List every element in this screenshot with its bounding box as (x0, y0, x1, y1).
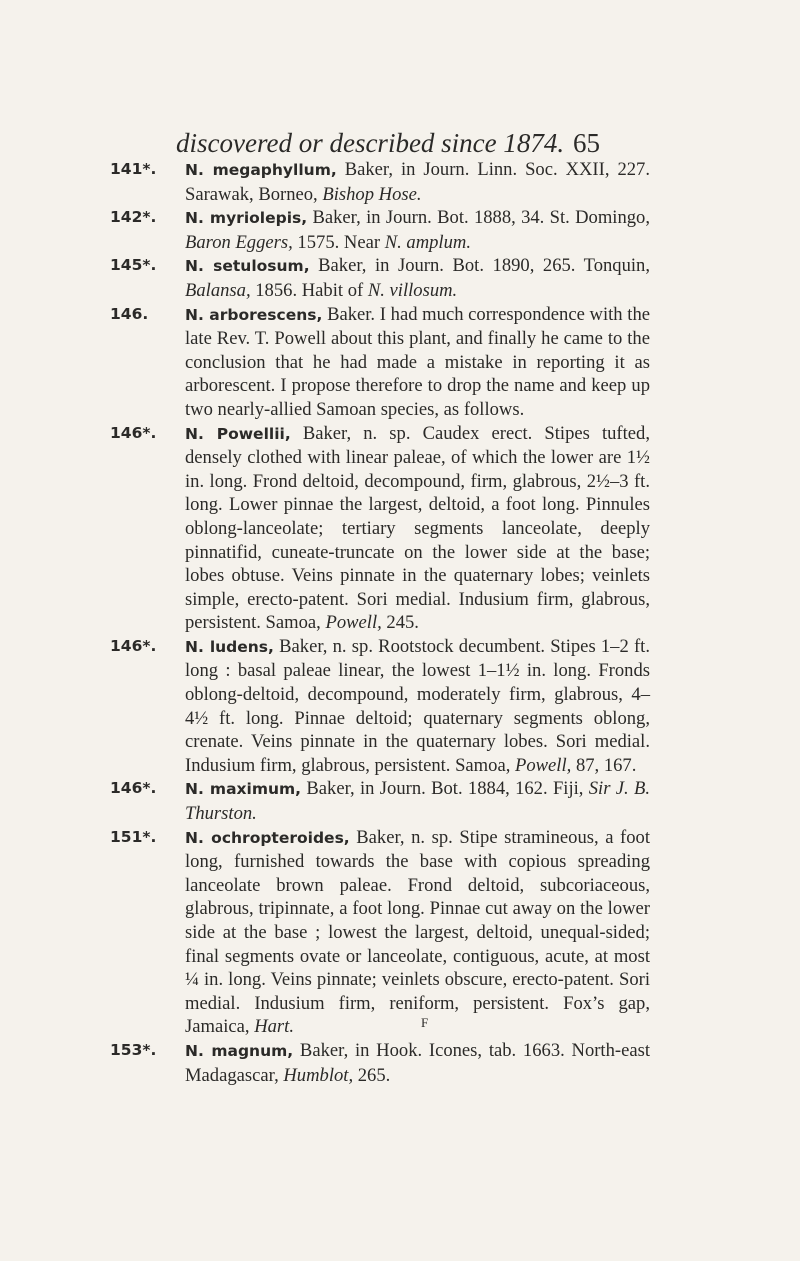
species-name: N. Powellii, (185, 424, 291, 443)
entry-number: 146*. (110, 779, 157, 798)
entry-italic: Humblot, (283, 1064, 354, 1086)
species-entry (110, 303, 650, 422)
entry-text: Baker, n. sp. Caudex erect. Stipes tufted, densely clothed with linear paleae, of which the lower are 1½ in. long. Frond deltoid, decompound, firm, glabrous, 2½–3 ft. long. Lower pinnae the largest, deltoid, a foot long. Pinnules oblong-lanceolate; tertiary segments lanceolate, deeply pinnatifid, cuneate-truncate on the lower side at the base; lobes obtuse. Veins pinnate in the quaternary lobes; veinlets simple, erecto-patent. Sori medial. Indusium firm, glabrous, persistent. Samoa, (185, 422, 650, 634)
species-entry (110, 826, 650, 1039)
entry-number: 146*. (110, 423, 157, 442)
entry-number: 146*. (110, 636, 157, 655)
entry-italic: N. villosum. (367, 279, 458, 301)
species-entry (110, 635, 650, 778)
entry-number: 151*. (110, 827, 157, 846)
entry-text: 87, 167. (571, 754, 637, 776)
entry-italic: Baron Eggers, (185, 231, 293, 253)
entry-text: Baker, in Hook. Icones, tab. 1663. North-east Madagascar, (185, 1039, 650, 1086)
running-header (176, 128, 600, 159)
species-name: N. ludens, (185, 637, 274, 656)
species-entry (110, 422, 650, 635)
entry-text: Baker, in Journ. Bot. 1884, 162. Fiji, (301, 778, 589, 800)
species-entry (110, 254, 650, 302)
entry-text: 245. (381, 612, 419, 634)
species-entry (110, 1039, 650, 1087)
entry-italic: Powell, (325, 612, 382, 634)
entry-text: 1856. Habit of (250, 279, 368, 301)
species-name: N. ochropteroides, (185, 828, 350, 847)
entry-number: 145*. (110, 256, 157, 275)
species-entry (110, 777, 650, 825)
species-name: N. magnum, (185, 1041, 294, 1060)
entry-text: 1575. Near (292, 231, 385, 253)
species-name: N. setulosum, (185, 257, 310, 276)
species-name: N. maximum, (185, 780, 302, 799)
species-entry (110, 158, 650, 206)
entry-italic: N. amplum. (384, 231, 471, 253)
entry-italic: Bishop Hose. (322, 183, 422, 205)
entry-italic: Sir J. B. Thurston. (185, 778, 650, 825)
entry-number: 141*. (110, 160, 157, 178)
entry-text: Baker, n. sp. Stipe stramineous, a foot long, furnished towards the base with copious spreading lanceolate brown paleae. Frond deltoid, subcoriaceous, glabrous, tripinnate, a foot long. Pinnae cut away on the lower side at the base ; lowest the largest, deltoid, unequal-sided; final segments ovate or lanceolate, contiguous, acute, at most ¼ in. long. Veins pinnate; veinlets obscure, erecto-patent. Sori medial. Indusium firm, reniform, persistent. Fox’s gap, Jamaica, (185, 826, 650, 1038)
species-name: N. megaphyllum, (185, 161, 337, 179)
entry-text: Baker, n. sp. Rootstock decumbent. Stipes 1–2 ft. long : basal paleae linear, the lowest 1–1½ in. long. Fronds oblong-deltoid, decompound, moderately firm, glabrous, 4–4½ ft. long. Pinnae deltoid; quaternary segments oblong, crenate. Veins pinnate in the quaternary lobes. Sori medial. Indusium firm, glabrous, persistent. Samoa, (185, 635, 650, 776)
entry-text: 265. (353, 1064, 391, 1086)
entry-number: 142*. (110, 208, 157, 227)
entry-list (110, 158, 650, 1087)
entry-number: 153*. (110, 1040, 157, 1059)
entry-text: Baker, in Journ. Bot. 1890, 265. Tonquin, (309, 255, 650, 277)
entry-text: Baker, in Journ. Bot. 1888, 34. St. Domingo, (307, 207, 651, 229)
entry-italic: Balansa, (185, 279, 251, 301)
entry-text: Baker. I had much correspondence with the late Rev. T. Powell about this plant, and finally he came to the conclusion that he had made a mistake in reporting it as arborescent. I propose therefore to drop the name and keep up two nearly-allied Samoan species, as follows. (185, 303, 650, 420)
header-title: discovered or described since 1874. (176, 128, 565, 158)
entry-number: 146. (110, 304, 149, 323)
species-entry (110, 206, 650, 254)
species-name: N. myriolepis, (185, 209, 308, 228)
entry-text: Baker, in Journ. Linn. Soc. XXII, 227. Sarawak, Borneo, (185, 159, 650, 205)
species-name: N. arborescens, (185, 305, 323, 324)
entry-italic: Hart. (254, 1016, 294, 1038)
entry-italic: Powell, (515, 754, 572, 776)
signature-mark: F (421, 1015, 429, 1030)
page-number: 65 (573, 128, 600, 158)
